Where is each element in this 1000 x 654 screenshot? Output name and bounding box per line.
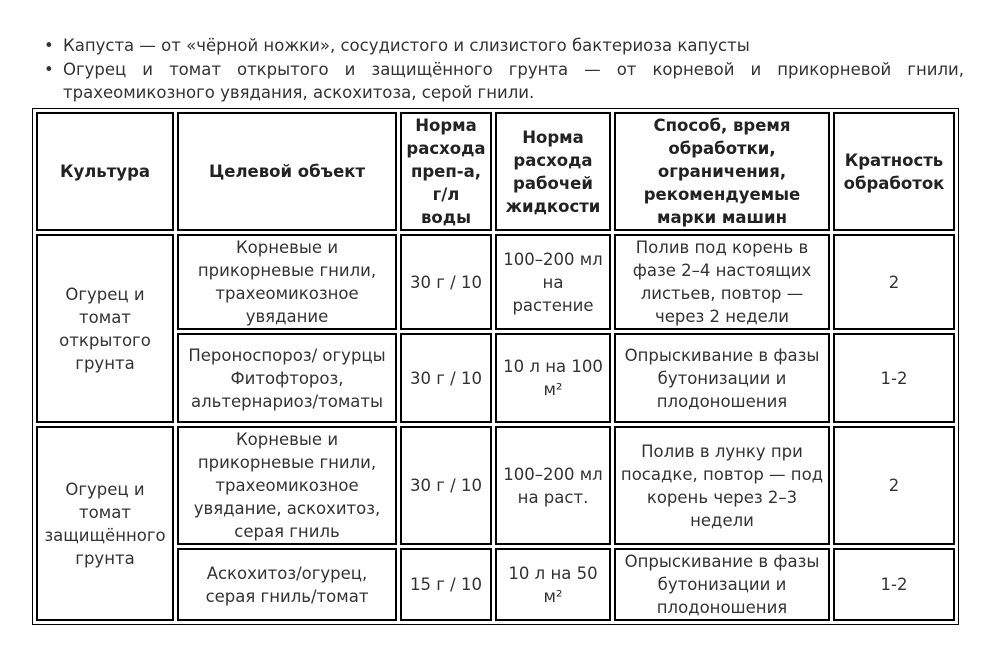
header-dose: Норма расхода преп-а, г/л воды — [400, 112, 492, 231]
frequency-cell: 2 — [833, 426, 955, 545]
list-item — [44, 34, 964, 58]
culture-cell: Огурец и томат защищённого грунта — [36, 426, 174, 621]
method-cell: Опрыскивание в фазы бутонизации и плодоношения — [614, 548, 830, 621]
treatment-table — [32, 108, 959, 625]
bullet-list — [44, 34, 964, 105]
liquid-cell: 100–200 мл на раст. — [495, 426, 611, 545]
bullet-icon: • — [44, 36, 54, 55]
method-cell: Полив под корень в фазе 2–4 настоящих листьев, повтор — через 2 недели — [614, 234, 830, 330]
target-cell: Аскохитоз/огурец, серая гниль/томат — [177, 548, 397, 621]
target-cell: Корневые и прикорневые гнили, трахеомикозное увядание, аскохитоз, серая гниль — [177, 426, 397, 545]
dose-cell: 30 г / 10 — [400, 426, 492, 545]
header-method: Способ, время обработки, ограничения, рекомендуемые марки машин — [614, 112, 830, 231]
table-header-row — [36, 112, 955, 231]
frequency-cell: 1-2 — [833, 333, 955, 423]
header-culture: Культура — [36, 112, 174, 231]
liquid-cell: 10 л на 50 м² — [495, 548, 611, 621]
liquid-cell: 100–200 мл на растение — [495, 234, 611, 330]
bullet-icon: • — [44, 59, 54, 79]
table-row — [36, 426, 955, 545]
list-item-text: Огурец и томат открытого и защищённого грунта — от корневой и прикорневой гнили, трахеомикозного увядания, аскохитоза, серой гнили. — [63, 59, 964, 102]
dose-cell: 15 г / 10 — [400, 548, 492, 621]
table-row — [36, 234, 955, 330]
frequency-cell: 2 — [833, 234, 955, 330]
frequency-cell: 1-2 — [833, 548, 955, 621]
method-cell: Опрыскивание в фазы бутонизации и плодоношения — [614, 333, 830, 423]
header-target: Целевой объект — [177, 112, 397, 231]
list-item-text: Капуста — от «чёрной ножки», сосудистого и слизистого бактериоза капусты — [63, 36, 750, 55]
header-liquid: Норма расхода рабочей жидкости — [495, 112, 611, 231]
list-item — [44, 58, 964, 105]
target-cell: Пероноспороз/ огурцы Фитофтороз, альтернариоз/томаты — [177, 333, 397, 423]
dose-cell: 30 г / 10 — [400, 333, 492, 423]
method-cell: Полив в лунку при посадке, повтор — под корень через 2–3 недели — [614, 426, 830, 545]
header-frequency: Кратность обработок — [833, 112, 955, 231]
liquid-cell: 10 л на 100 м² — [495, 333, 611, 423]
dose-cell: 30 г / 10 — [400, 234, 492, 330]
culture-cell: Огурец и томат открытого грунта — [36, 234, 174, 423]
target-cell: Корневые и прикорневые гнили, трахеомикозное увядание — [177, 234, 397, 330]
